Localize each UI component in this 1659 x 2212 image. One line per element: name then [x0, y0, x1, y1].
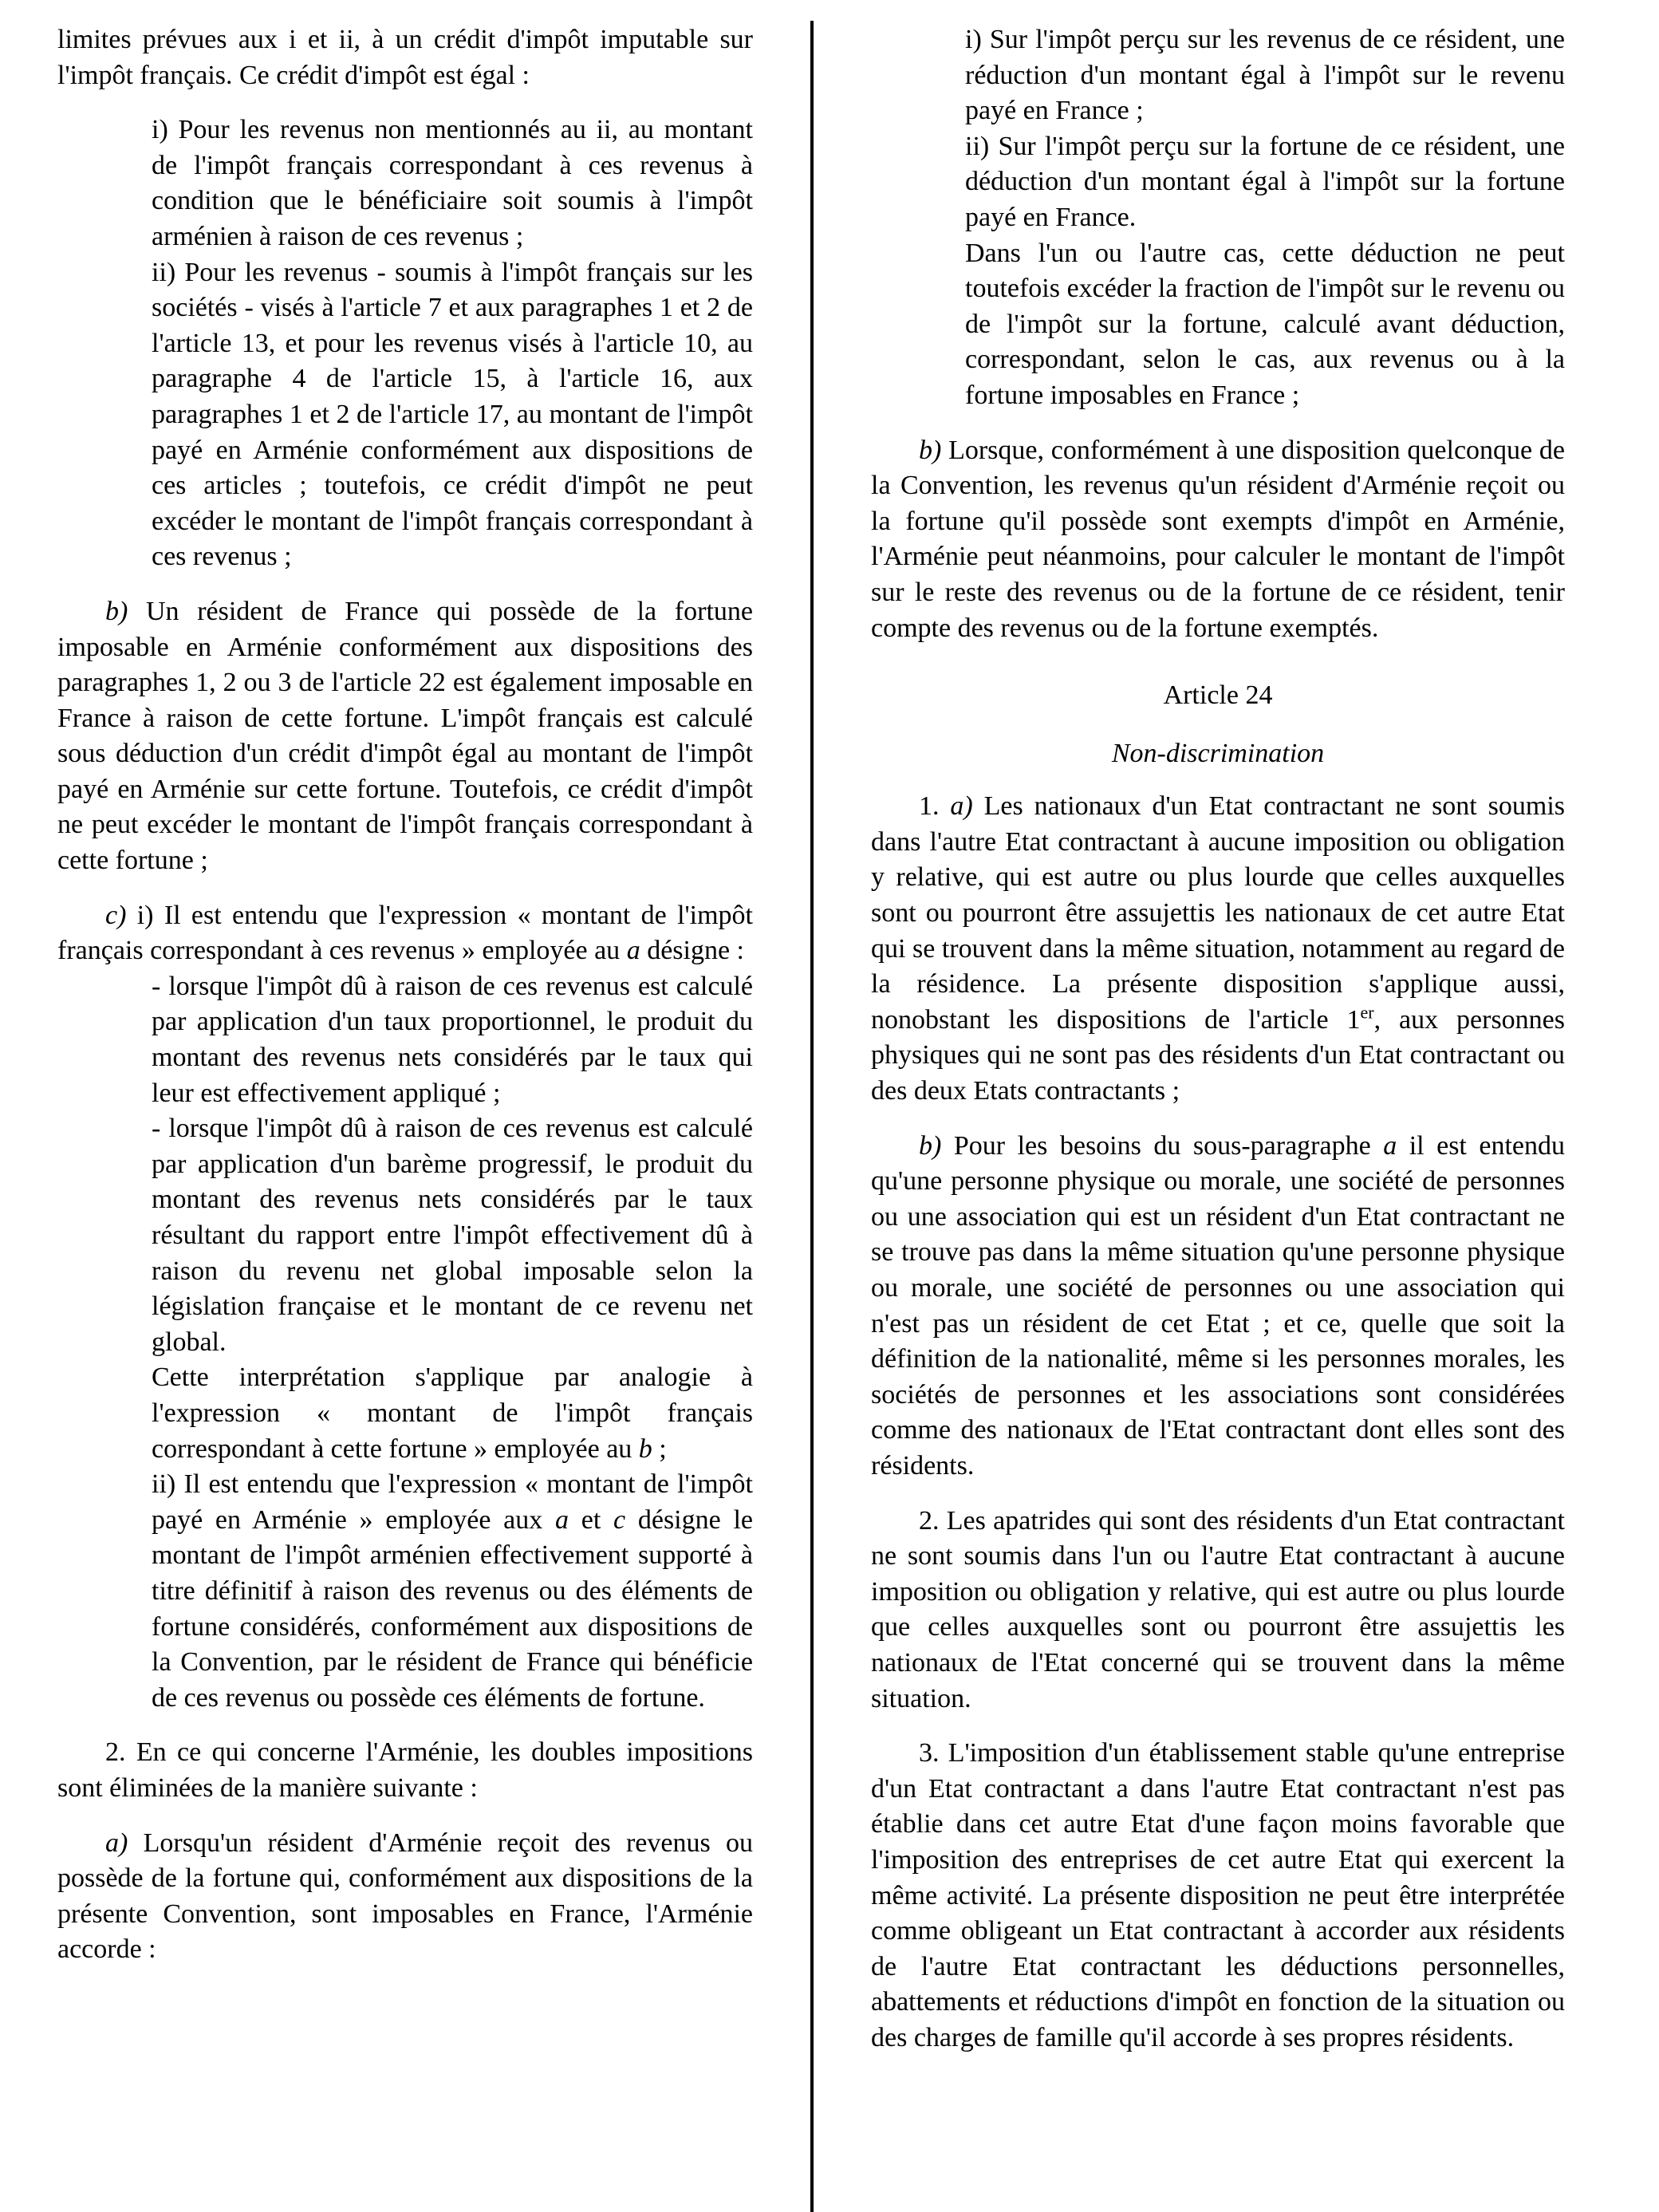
- paragraph-b-exemption: b) Lorsque, conformément à une disposition quelconque de la Convention, les revenus qu'un résident d'Arménie reçoit ou la fortune qu'il possède sont exempts d'impôt en Arménie, l'Arménie peut néanmoins, pour calculer le montant de l'impôt sur le reste des revenus ou de la fortune de ce résident, tenir compte des revenus ou de la fortune exemptés.: [871, 435, 1565, 643]
- article-subtitle: Non-discrimination: [1111, 738, 1325, 768]
- paragraph-2-stateless: 2. Les apatrides qui sont des résidents d'un Etat contractant ne sont soumis dans l'un ou l'autre Etat contractant à aucune imposition ou obligation y relative, qui est autre ou plus lourde que celles auxquelles sont ou pourront être assujettis les nationaux de l'Etat concerné qui se trouvent dans la même situation.: [871, 1505, 1565, 1713]
- paragraph-deduction-limit: Dans l'un ou l'autre cas, cette déduction ne peut toutefois excéder la fraction de l'impôt sur le revenu ou de l'impôt sur la fortune, calculé avant déduction, correspondant, selon le cas, aux revenus ou à la fortune imposables en France ;: [965, 238, 1565, 410]
- paragraph-analogy: Cette interprétation s'applique par analogie à l'expression « montant de l'impôt français correspondant à cette fortune » employée au b ;: [152, 1362, 753, 1464]
- paragraph-a-armenia: a) Lorsqu'un résident d'Arménie reçoit des revenus ou possède de la fortune qui, conformément aux dispositions de la présente Convention, sont imposables en France, l'Arménie accorde :: [57, 1828, 753, 1965]
- paragraph-dash-proportional: - lorsque l'impôt dû à raison de ces revenus est calculé par application d'un taux proportionnel, le produit du montant des revenus nets considérés par le taux qui leur est effectivement appliqué ;: [152, 971, 753, 1108]
- paragraph-c-ii: ii) Il est entendu que l'expression « montant de l'impôt payé en Arménie » employée aux a et c désigne le montant de l'impôt arménien effectivement supporté à titre définitif à raison des revenus ou des éléments de fortune considérés, conformément aux dispositions de la Convention, par le résident de France qui bénéficie de ces revenus ou possède ces éléments de fortune.: [152, 1469, 753, 1713]
- left-column: [57, 22, 753, 1968]
- label-a: a): [105, 1828, 128, 1858]
- paragraph-item-ii: ii) Pour les revenus - soumis à l'impôt français sur les sociétés - visés à l'article 7 et aux paragraphes 1 et 2 de l'article 13, et pour les revenus visés à l'article 10, au paragraphe 4 de l'article 15, à l'article 16, aux paragraphes 1 et 2 de l'article 17, au montant de l'impôt payé en Arménie conformément aux dispositions de ces articles ; toutefois, ce crédit d'impôt ne peut excéder le montant de l'impôt français correspondant à ces revenus ;: [152, 257, 753, 572]
- label-b: b): [919, 435, 942, 465]
- paragraph-b-text: Un résident de France qui possède de la fortune imposable en Arménie conformément aux dispositions des paragraphes 1, 2 ou 3 de l'article 22 est également imposable en France à raison de cette fortune. L'impôt français est calculé sous déduction d'un crédit d'impôt égal au montant de l'impôt payé en Arménie sur cette fortune. Toutefois, ce crédit d'impôt ne peut excéder le montant de l'impôt français correspondant à cette fortune ;: [57, 596, 753, 876]
- paragraph-b-persons: b) Pour les besoins du sous-paragraphe a il est entendu qu'une personne physique ou morale, une société de personnes ou une association qui est un résident d'un Etat contractant ne se trouve pas dans la même situation qu'une personne physique ou morale, une société de personnes ou une association qui n'est pas un résident de cet Etat ; et ce, quelle que soit la définition de la nationalité, même si les personnes morales, les sociétés de personnes et les associations sont considérées comme des nationaux de l'Etat contractant dont elles sont des résidents.: [871, 1130, 1566, 1481]
- paragraph-credit-intro: limites prévues aux i et ii, à un crédit d'impôt imputable sur l'impôt français. Ce crédit d'impôt est égal :: [57, 25, 753, 90]
- paragraph-2-armenia: 2. En ce qui concerne l'Arménie, les doubles impositions sont éliminées de la manière suivante :: [57, 1737, 753, 1803]
- label-c: c): [105, 900, 127, 930]
- paragraph-1-nationals: 1. a) Les nationaux d'un Etat contractant ne sont soumis dans l'autre Etat contractant à aucune imposition ou obligation y relative, qui est autre ou plus lourde que celles auxquelles sont ou pourront être assujettis les nationaux de cet autre Etat qui se trouvent dans la même situation, notamment au regard de la résidence. La présente disposition s'applique aussi, nonobstant les dispositions de l'article 1er, aux personnes physiques qui ne sont pas des résidents d'un Etat contractant ou des deux Etats contractants ;: [871, 791, 1565, 1106]
- paragraph-b-france-fortune: [57, 594, 753, 879]
- paragraph-dash-progressive: - lorsque l'impôt dû à raison de ces revenus est calculé par application d'un barème progressif, le produit du montant des revenus nets considérés par le taux résultant du rapport entre l'impôt effectivement dû à raison du revenu net global imposable selon la législation française et le montant de ce revenu net global.: [152, 1114, 753, 1357]
- column-divider: [810, 21, 814, 2212]
- paragraph-item-i: i) Pour les revenus non mentionnés au ii, au montant de l'impôt français correspondant à ces revenus à condition que le bénéficiaire soit soumis à l'impôt arménien à raison de ces revenus ;: [152, 115, 753, 251]
- paragraph-reduction-income: i) Sur l'impôt perçu sur les revenus de ce résident, une réduction d'un montant égal à l'impôt sur le revenu payé en France ;: [965, 25, 1565, 126]
- right-column: [871, 22, 1565, 2056]
- paragraph-c-interpretation: c) i) Il est entendu que l'expression « montant de l'impôt français correspondant à ces revenus » employée au a désigne :: [57, 900, 753, 966]
- label-b: b): [105, 596, 128, 626]
- article-title: Article 24: [1163, 680, 1273, 711]
- paragraph-3-permanent-establishment: 3. L'imposition d'un établissement stable qu'une entreprise d'un Etat contractant a dans l'autre Etat contractant n'est pas établie dans cet autre Etat d'une façon moins favorable que l'imposition des entreprises de cet autre Etat qui exercent la même activité. La présente disposition ne peut être interprétée comme obligeant un Etat contractant à accorder aux résidents de l'autre Etat contractant les déductions personnelles, abattements et réductions d'impôt en fonction de la situation ou des charges de famille qu'il accorde à ses propres résidents.: [871, 1738, 1565, 2052]
- paragraph-deduction-fortune: ii) Sur l'impôt perçu sur la fortune de ce résident, une déduction d'un montant égal à l'impôt sur la fortune payé en France.: [965, 131, 1565, 232]
